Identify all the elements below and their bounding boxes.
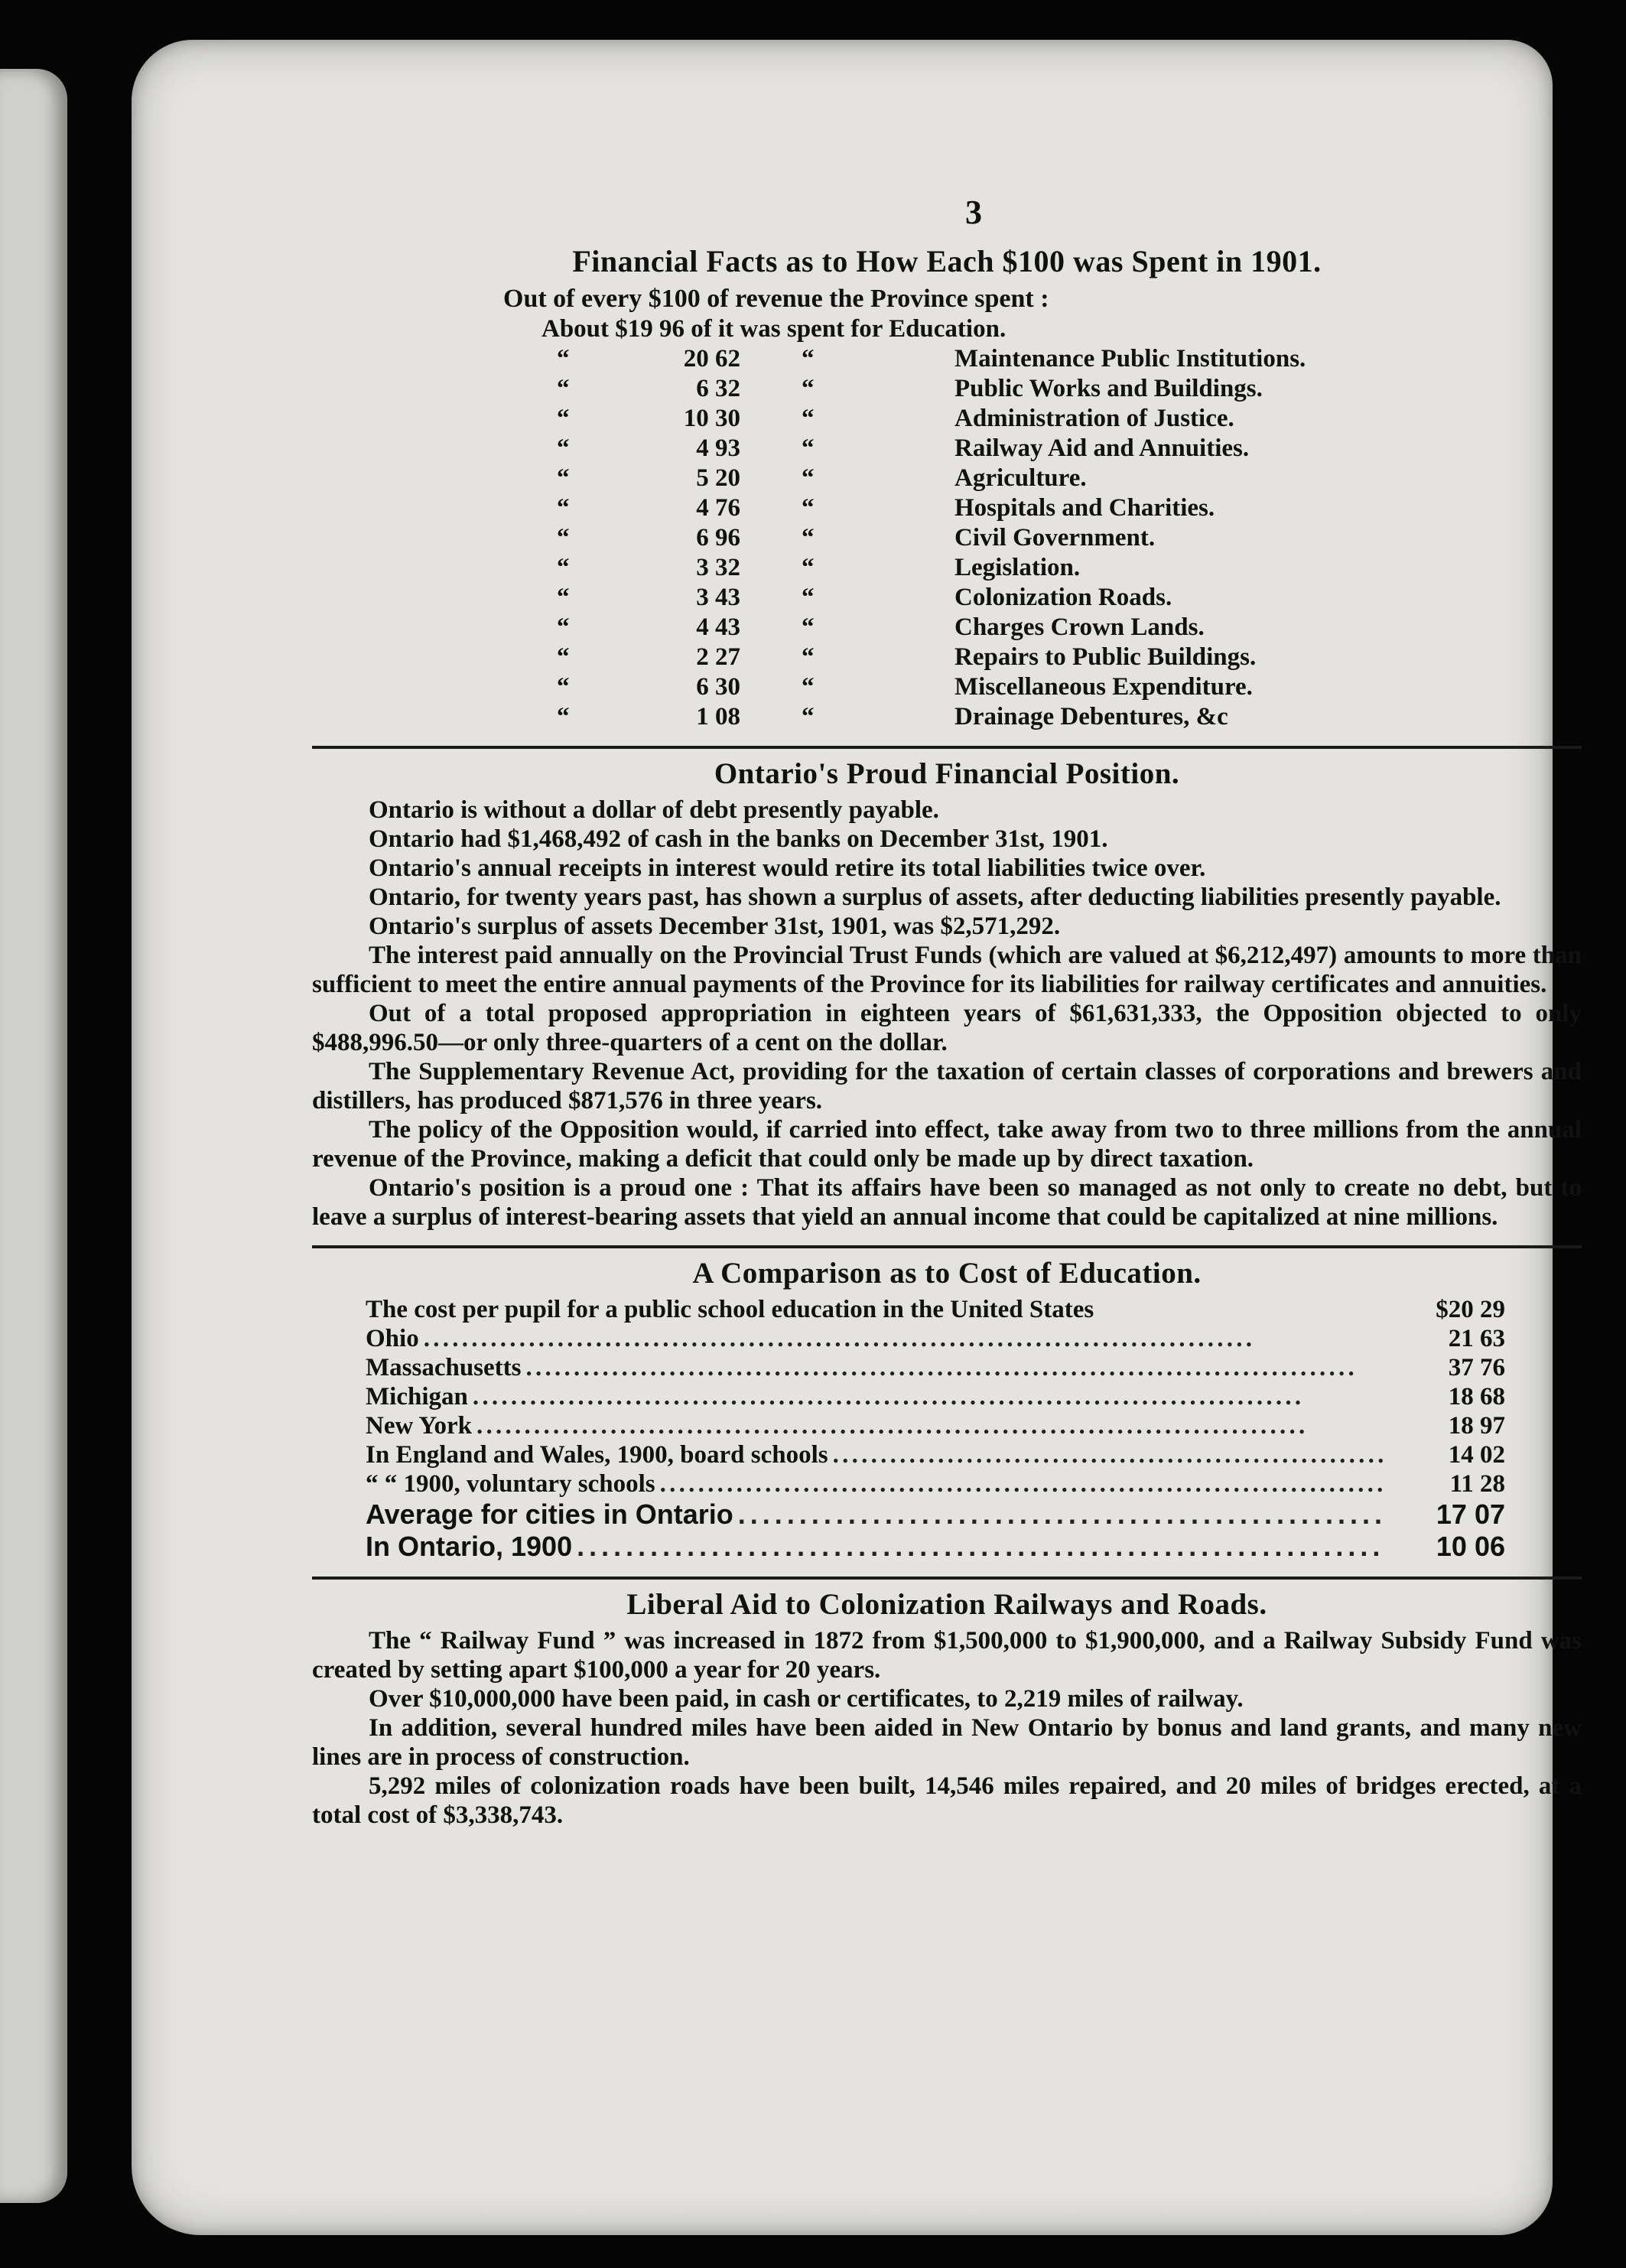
spending-category: Agriculture.: [954, 464, 1087, 492]
spending-category: Charges Crown Lands.: [954, 613, 1205, 641]
ditto-mark: “: [802, 613, 815, 641]
education-spending-text: About $19 96 of it was spent for Education.: [541, 315, 1006, 343]
financial-facts-row: [312, 434, 1582, 464]
education-cost-row: [366, 1353, 1505, 1382]
education-cost-label: New York: [366, 1412, 473, 1440]
ditto-mark: “: [802, 464, 815, 492]
ditto-mark: “: [802, 703, 815, 731]
education-cost-value: 18 68: [1448, 1383, 1505, 1411]
education-cost-value: $20 29: [1436, 1296, 1505, 1323]
financial-facts-row: [312, 672, 1582, 702]
education-cost-label: Ohio: [366, 1325, 419, 1352]
education-title: A Comparison as to Cost of Education.: [692, 1257, 1202, 1290]
section-divider: [312, 1245, 1582, 1248]
spending-category: Hospitals and Charities.: [954, 494, 1215, 522]
spending-amount: 1 08: [696, 703, 740, 731]
education-cost-value: 10 06: [1436, 1531, 1505, 1562]
ditto-mark: “: [557, 643, 570, 671]
spending-amount: 6 30: [696, 673, 740, 701]
ditto-mark: “: [557, 613, 570, 641]
spending-category: Colonization Roads.: [954, 584, 1172, 611]
dot-leader: [833, 1440, 1386, 1469]
education-cost-row: [366, 1324, 1505, 1353]
education-cost-label: In England and Wales, 1900, board schools: [366, 1441, 828, 1469]
ditto-mark: “: [557, 494, 570, 522]
ditto-mark: “: [557, 345, 570, 373]
spending-category: Railway Aid and Annuities.: [954, 434, 1250, 462]
ditto-mark: “: [802, 494, 815, 522]
education-cost-value: 21 63: [1448, 1325, 1505, 1352]
ditto-mark: “: [802, 345, 815, 373]
proud-position-paragraph: Out of a total proposed appropriation in eighteen years of $61,631,333, the Opposition objected to only $488,996.50—or only three-quarters of a cent on the dollar.: [312, 1000, 1582, 1056]
spending-amount: 2 27: [696, 643, 740, 671]
railways-body: [312, 1626, 1582, 1830]
proud-position-paragraph: Ontario's position is a proud one : That its affairs have been so managed as not only to create no debt, but to leave a surplus of interest-bearing assets that yield an annual income that could be capitalized at nine millions.: [312, 1174, 1582, 1231]
financial-facts-row: [312, 344, 1582, 374]
financial-facts-row: [312, 493, 1582, 523]
financial-facts-list: [312, 344, 1582, 732]
section-divider: [312, 746, 1582, 749]
spending-amount: 6 96: [696, 524, 740, 552]
ditto-mark: “: [802, 405, 815, 432]
ditto-mark: “: [802, 434, 815, 462]
spending-amount: 5 20: [696, 464, 740, 492]
education-cost-value: 37 76: [1448, 1354, 1505, 1381]
railways-paragraph: The “ Railway Fund ” was increased in 1872 from $1,500,000 to $1,900,000, and a Railway Subsidy Fund was created by setting apart $100,000 a year for 20 years.: [312, 1627, 1582, 1684]
financial-facts-row: [312, 643, 1582, 672]
education-cost-value: 18 97: [1448, 1412, 1505, 1440]
dot-leader: [424, 1324, 1386, 1353]
dot-leader: [526, 1353, 1387, 1382]
education-cost-value: 11 28: [1449, 1470, 1505, 1498]
proud-position-paragraph: Ontario is without a dollar of debt presently payable.: [369, 796, 939, 824]
financial-facts-row: [312, 523, 1582, 553]
railways-title: Liberal Aid to Colonization Railways and Roads.: [626, 1588, 1267, 1621]
education-cost-row: [366, 1382, 1505, 1411]
proud-position-paragraph: The Supplementary Revenue Act, providing for the taxation of certain classes of corporations and brewers and distillers, has produced $871,576 in three years.: [312, 1058, 1582, 1114]
education-cost-row: [366, 1469, 1505, 1498]
education-cost-label: In Ontario, 1900: [366, 1531, 573, 1562]
ditto-mark: “: [557, 584, 570, 611]
ditto-mark: “: [802, 673, 815, 701]
proud-position-body: [312, 796, 1582, 1232]
ditto-mark: “: [802, 554, 815, 581]
financial-facts-intro: Out of every $100 of revenue the Province spent :: [503, 285, 1049, 313]
spending-amount: 4 76: [696, 494, 740, 522]
financial-facts-first-row: [312, 314, 1582, 344]
education-cost-row: [366, 1531, 1505, 1563]
ditto-mark: “: [557, 405, 570, 432]
spending-amount: 4 43: [696, 613, 740, 641]
education-cost-label: “ “ 1900, voluntary schools: [366, 1470, 655, 1498]
adjacent-page-edge: [0, 69, 67, 2203]
spending-category: Public Works and Buildings.: [954, 375, 1263, 402]
education-cost-row: [366, 1440, 1505, 1469]
ditto-mark: “: [802, 524, 815, 552]
ditto-mark: “: [802, 584, 815, 611]
spending-amount: 3 43: [696, 584, 740, 611]
spending-amount: 6 32: [696, 375, 740, 402]
financial-facts-row: [312, 583, 1582, 613]
dot-leader: [577, 1531, 1386, 1563]
ditto-mark: “: [557, 524, 570, 552]
financial-facts-title: Financial Facts as to How Each $100 was Spent in 1901.: [572, 244, 1322, 278]
ditto-mark: “: [557, 554, 570, 581]
ditto-mark: “: [557, 464, 570, 492]
spending-amount: 4 93: [696, 434, 740, 462]
financial-facts-row: [312, 613, 1582, 643]
proud-position-paragraph: The interest paid annually on the Provincial Trust Funds (which are valued at $6,212,497) amounts to more than sufficient to meet the entire annual payments of the Province for its liabilities for railway certificates and annuities.: [312, 942, 1582, 998]
dot-leader: [738, 1498, 1386, 1531]
proud-position-paragraph: Ontario's annual receipts in interest would retire its total liabilities twice over.: [369, 854, 1206, 882]
ditto-mark: “: [557, 375, 570, 402]
financial-facts-row: [312, 464, 1582, 493]
financial-facts-row: [312, 374, 1582, 404]
ditto-mark: “: [802, 643, 815, 671]
spending-category: Administration of Justice.: [954, 405, 1234, 432]
spending-category: Maintenance Public Institutions.: [954, 345, 1306, 373]
section-divider: [312, 1577, 1582, 1580]
spending-amount: 3 32: [696, 554, 740, 581]
education-cost-row: [366, 1295, 1505, 1324]
financial-facts-row: [312, 553, 1582, 583]
proud-position-paragraph: The policy of the Opposition would, if carried into effect, take away from two to three millions from the annual revenue of the Province, making a deficit that could only be made up by direct taxation.: [312, 1116, 1582, 1173]
dot-leader: [473, 1382, 1386, 1411]
financial-facts-row: [312, 404, 1582, 434]
dot-leader: [660, 1469, 1386, 1498]
proud-position-paragraph: Ontario had $1,468,492 of cash in the banks on December 31st, 1901.: [369, 825, 1108, 853]
railways-paragraph: In addition, several hundred miles have been aided in New Ontario by bonus and land grants, and many new lines are in process of construction.: [312, 1714, 1582, 1771]
education-cost-row: [366, 1498, 1505, 1531]
document-page: [132, 40, 1582, 2235]
spending-category: Civil Government.: [954, 524, 1156, 552]
spending-category: Repairs to Public Buildings.: [954, 643, 1257, 671]
education-cost-value: 17 07: [1436, 1498, 1505, 1530]
ditto-mark: “: [802, 375, 815, 402]
ditto-mark: “: [557, 703, 570, 731]
page-content: [312, 193, 1582, 1830]
ditto-mark: “: [557, 673, 570, 701]
dot-leader: [476, 1411, 1386, 1440]
proud-position-paragraph: Ontario's surplus of assets December 31st, 1901, was $2,571,292.: [369, 913, 1061, 940]
proud-position-paragraph: Ontario, for twenty years past, has shown a surplus of assets, after deducting liabilities presently payable.: [369, 883, 1501, 911]
spending-amount: 10 30: [683, 405, 740, 432]
ditto-mark: “: [557, 434, 570, 462]
proud-position-title: Ontario's Proud Financial Position.: [714, 757, 1180, 790]
financial-facts-row: [312, 702, 1582, 732]
spending-category: Legislation.: [954, 554, 1081, 581]
education-cost-label: Massachusetts: [366, 1354, 522, 1381]
spending-category: Drainage Debentures, &c: [954, 703, 1228, 731]
spending-amount: 20 62: [683, 345, 740, 373]
education-cost-list: [366, 1295, 1505, 1563]
education-cost-label: Average for cities in Ontario: [366, 1498, 733, 1530]
education-cost-label: The cost per pupil for a public school education in the United States: [366, 1296, 1094, 1323]
education-cost-value: 14 02: [1448, 1441, 1505, 1469]
railways-paragraph: 5,292 miles of colonization roads have been built, 14,546 miles repaired, and 20 miles of bridges erected, at a total cost of $3,338,743.: [312, 1772, 1582, 1829]
education-cost-row: [366, 1411, 1505, 1440]
page-number: 3: [965, 194, 982, 231]
railways-paragraph: Over $10,000,000 have been paid, in cash or certificates, to 2,219 miles of railway.: [369, 1685, 1244, 1713]
education-cost-label: Michigan: [366, 1383, 468, 1411]
spending-category: Miscellaneous Expenditure.: [954, 673, 1253, 701]
